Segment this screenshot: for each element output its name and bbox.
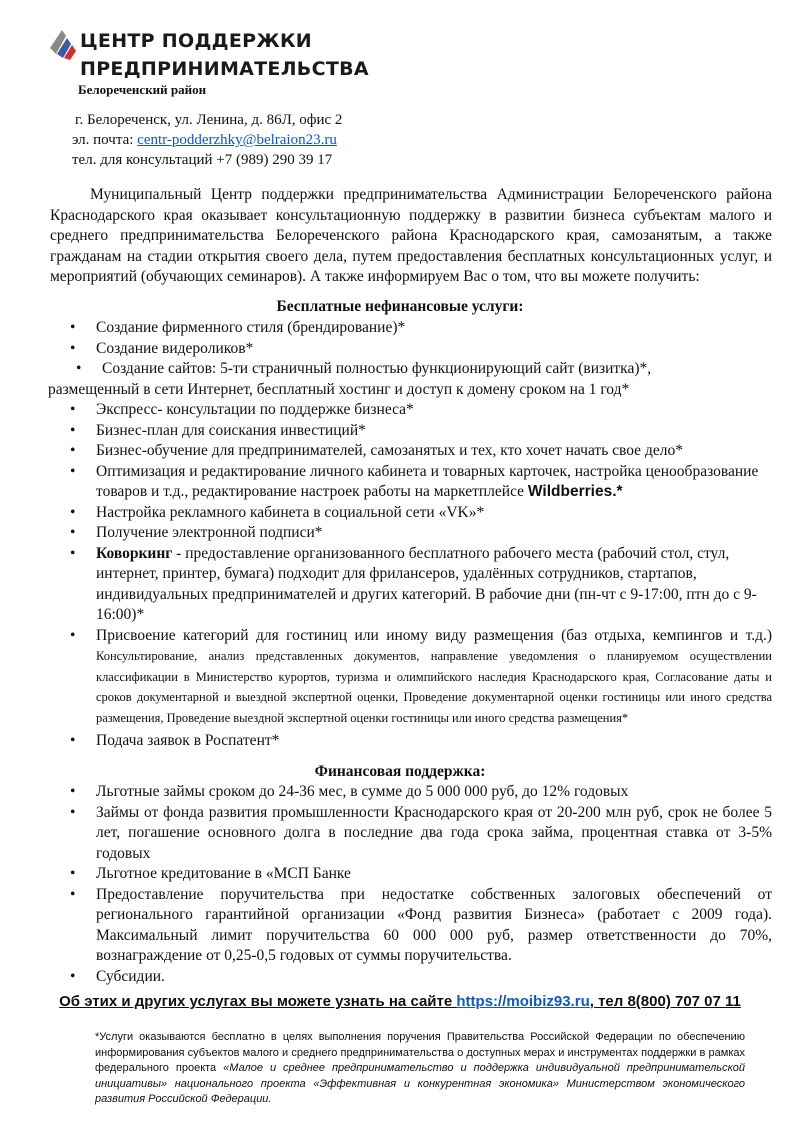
list-item: • Бизнес-обучение для предпринимателей, самозанятых и тех, кто хочет начать свое дело* <box>70 442 683 459</box>
phone-line: тел. для консультаций +7 (989) 290 39 17 <box>72 152 333 168</box>
district-name: Белореченский район <box>78 82 207 97</box>
nonfinancial-list <box>48 318 772 752</box>
list-item: • Присвоение категорий для гостиниц или иному виду размещения (баз отдыха, кемпингов и т.д.) Консультирование, анализ представленных документов, направление уведомления о планируемом осуществлении классификации в Министерство курортов, туризма и олимпийского наследия Краснодарского края, Согласование даты и сроков документарной и выездной экспертной оценки, Проведение документарной оценки гостиницы или иного средства размещения, Проведение выездной экспертной оценки гостиницы или иного средства размещения* <box>70 626 772 725</box>
email-line <box>72 130 342 150</box>
list-item: • Займы от фонда развития промышленности Краснодарского края от 20-200 млн руб, срок не более 5 лет, погашение основного долга в последние два года срока займа, процентная ставка от 3-5% годовых <box>70 803 772 862</box>
list-item: • Льготные займы сроком до 24-36 мес, в сумме до 5 000 000 руб, до 12% годовых <box>70 783 629 800</box>
list-item: • Оптимизация и редактирование личного кабинета и товарных карточек, настройка ценообразование товаров и т.д., редактирование настроек работы на маркетплейсе Wildberries.* <box>70 462 759 500</box>
list-item: • Настройка рекламного кабинета в социальной сети «VK»* <box>70 503 485 521</box>
address: г. Белореченск, ул. Ленина, д. 86Л, офис 2 <box>75 112 343 128</box>
list-item-continuation: размещенный в сети Интернет, бесплатный хостинг и доступ к домену сроком на 1 год* <box>48 380 630 398</box>
list-item: • Получение электронной подписи* <box>70 524 323 541</box>
email-label: эл. почта: <box>72 132 138 148</box>
contacts-block <box>72 110 342 170</box>
list-item: • Подача заявок в Роспатент* <box>70 732 280 749</box>
logo-mark-icon <box>48 26 78 60</box>
list-item: • Бизнес-план для соискания инвестиций* <box>70 421 366 439</box>
list-item: • Предоставление поручительства при недостатке собственных залоговых обеспечений от регионального гарантийной организации «Фонд развития Бизнеса» (работает с 2009 года). Максимальный лимит поручительства 60 000 000 руб, размер ответственности до 70%, вознаграждение от 0,25-0,5 годовых от суммы поручительства. <box>70 885 772 964</box>
financial-title: Финансовая поддержка: <box>314 763 486 780</box>
list-item: • Создание фирменного стиля (брендирование)* <box>70 319 406 336</box>
list-item: • Льготное кредитование в «МСП Банке <box>70 865 351 882</box>
list-item: • Коворкинг - предоставление организованного бесплатного рабочего места (рабочий стол, стул, интернет, принтер, бумага) подходит для фрилансеров, удалённых сотрудников, стартапов, индивидуальных предпринимателей и других категорий. В рабочие дни (пн-чт с 9-17:00, птн до с 9-16:00)* <box>70 544 757 623</box>
financial-list <box>70 782 772 987</box>
email-link[interactable]: centr-podderzhky@belraion23.ru <box>137 132 337 148</box>
nonfinancial-title: Бесплатные нефинансовые услуги: <box>276 298 524 315</box>
footer-contact-line: Об этих и других услугах вы можете узнать на сайте https://moibiz93.ru, тел 8(800) 707 07 11 <box>59 993 741 1010</box>
logo-title-line1: ЦЕНТР ПОДДЕРЖКИ <box>80 30 312 52</box>
list-item: • Создание видероликов* <box>70 339 254 357</box>
logo-title-line2: ПРЕДПРИНИМАТЕЛЬСТВА <box>80 58 369 80</box>
site-link[interactable]: https://moibiz93.ru <box>456 993 590 1010</box>
intro-paragraph: Муниципальный Центр поддержки предпринимательства Администрации Белореченского района Краснодарского края оказывает консультационную поддержку в развитии бизнеса субъектам малого и среднего предпринимательства Белореченского района Краснодарского края, самозанятым, а также гражданам на стадии открытия своего дела, путем предоставления бесплатных консультационных услуг, и мероприятий (обучающих семинаров). А также информируем Вас о том, что вы можете получить: <box>50 186 772 285</box>
list-item: • Создание сайтов: 5-ти страничный полностью функционирующий сайт (визитка)*, <box>76 360 652 377</box>
list-item: • Экспресс- консультации по поддержке бизнеса* <box>70 401 414 418</box>
list-item: • Субсидии. <box>70 967 165 985</box>
footnote: *Услуги оказываются бесплатно в целях выполнения поручения Правительства Российской Федерации по обеспечению информирования субъектов малого и среднего предпринимательства о доступных мерах и инструментах поддержки в рамках федерального проекта «Малое и среднее предпринимательство и поддержка индивидуальной предпринимательской инициативы» национального проекта «Эффективная и конкурентная экономика» Министерством экономического развития Российской Федерации. <box>95 1031 746 1105</box>
